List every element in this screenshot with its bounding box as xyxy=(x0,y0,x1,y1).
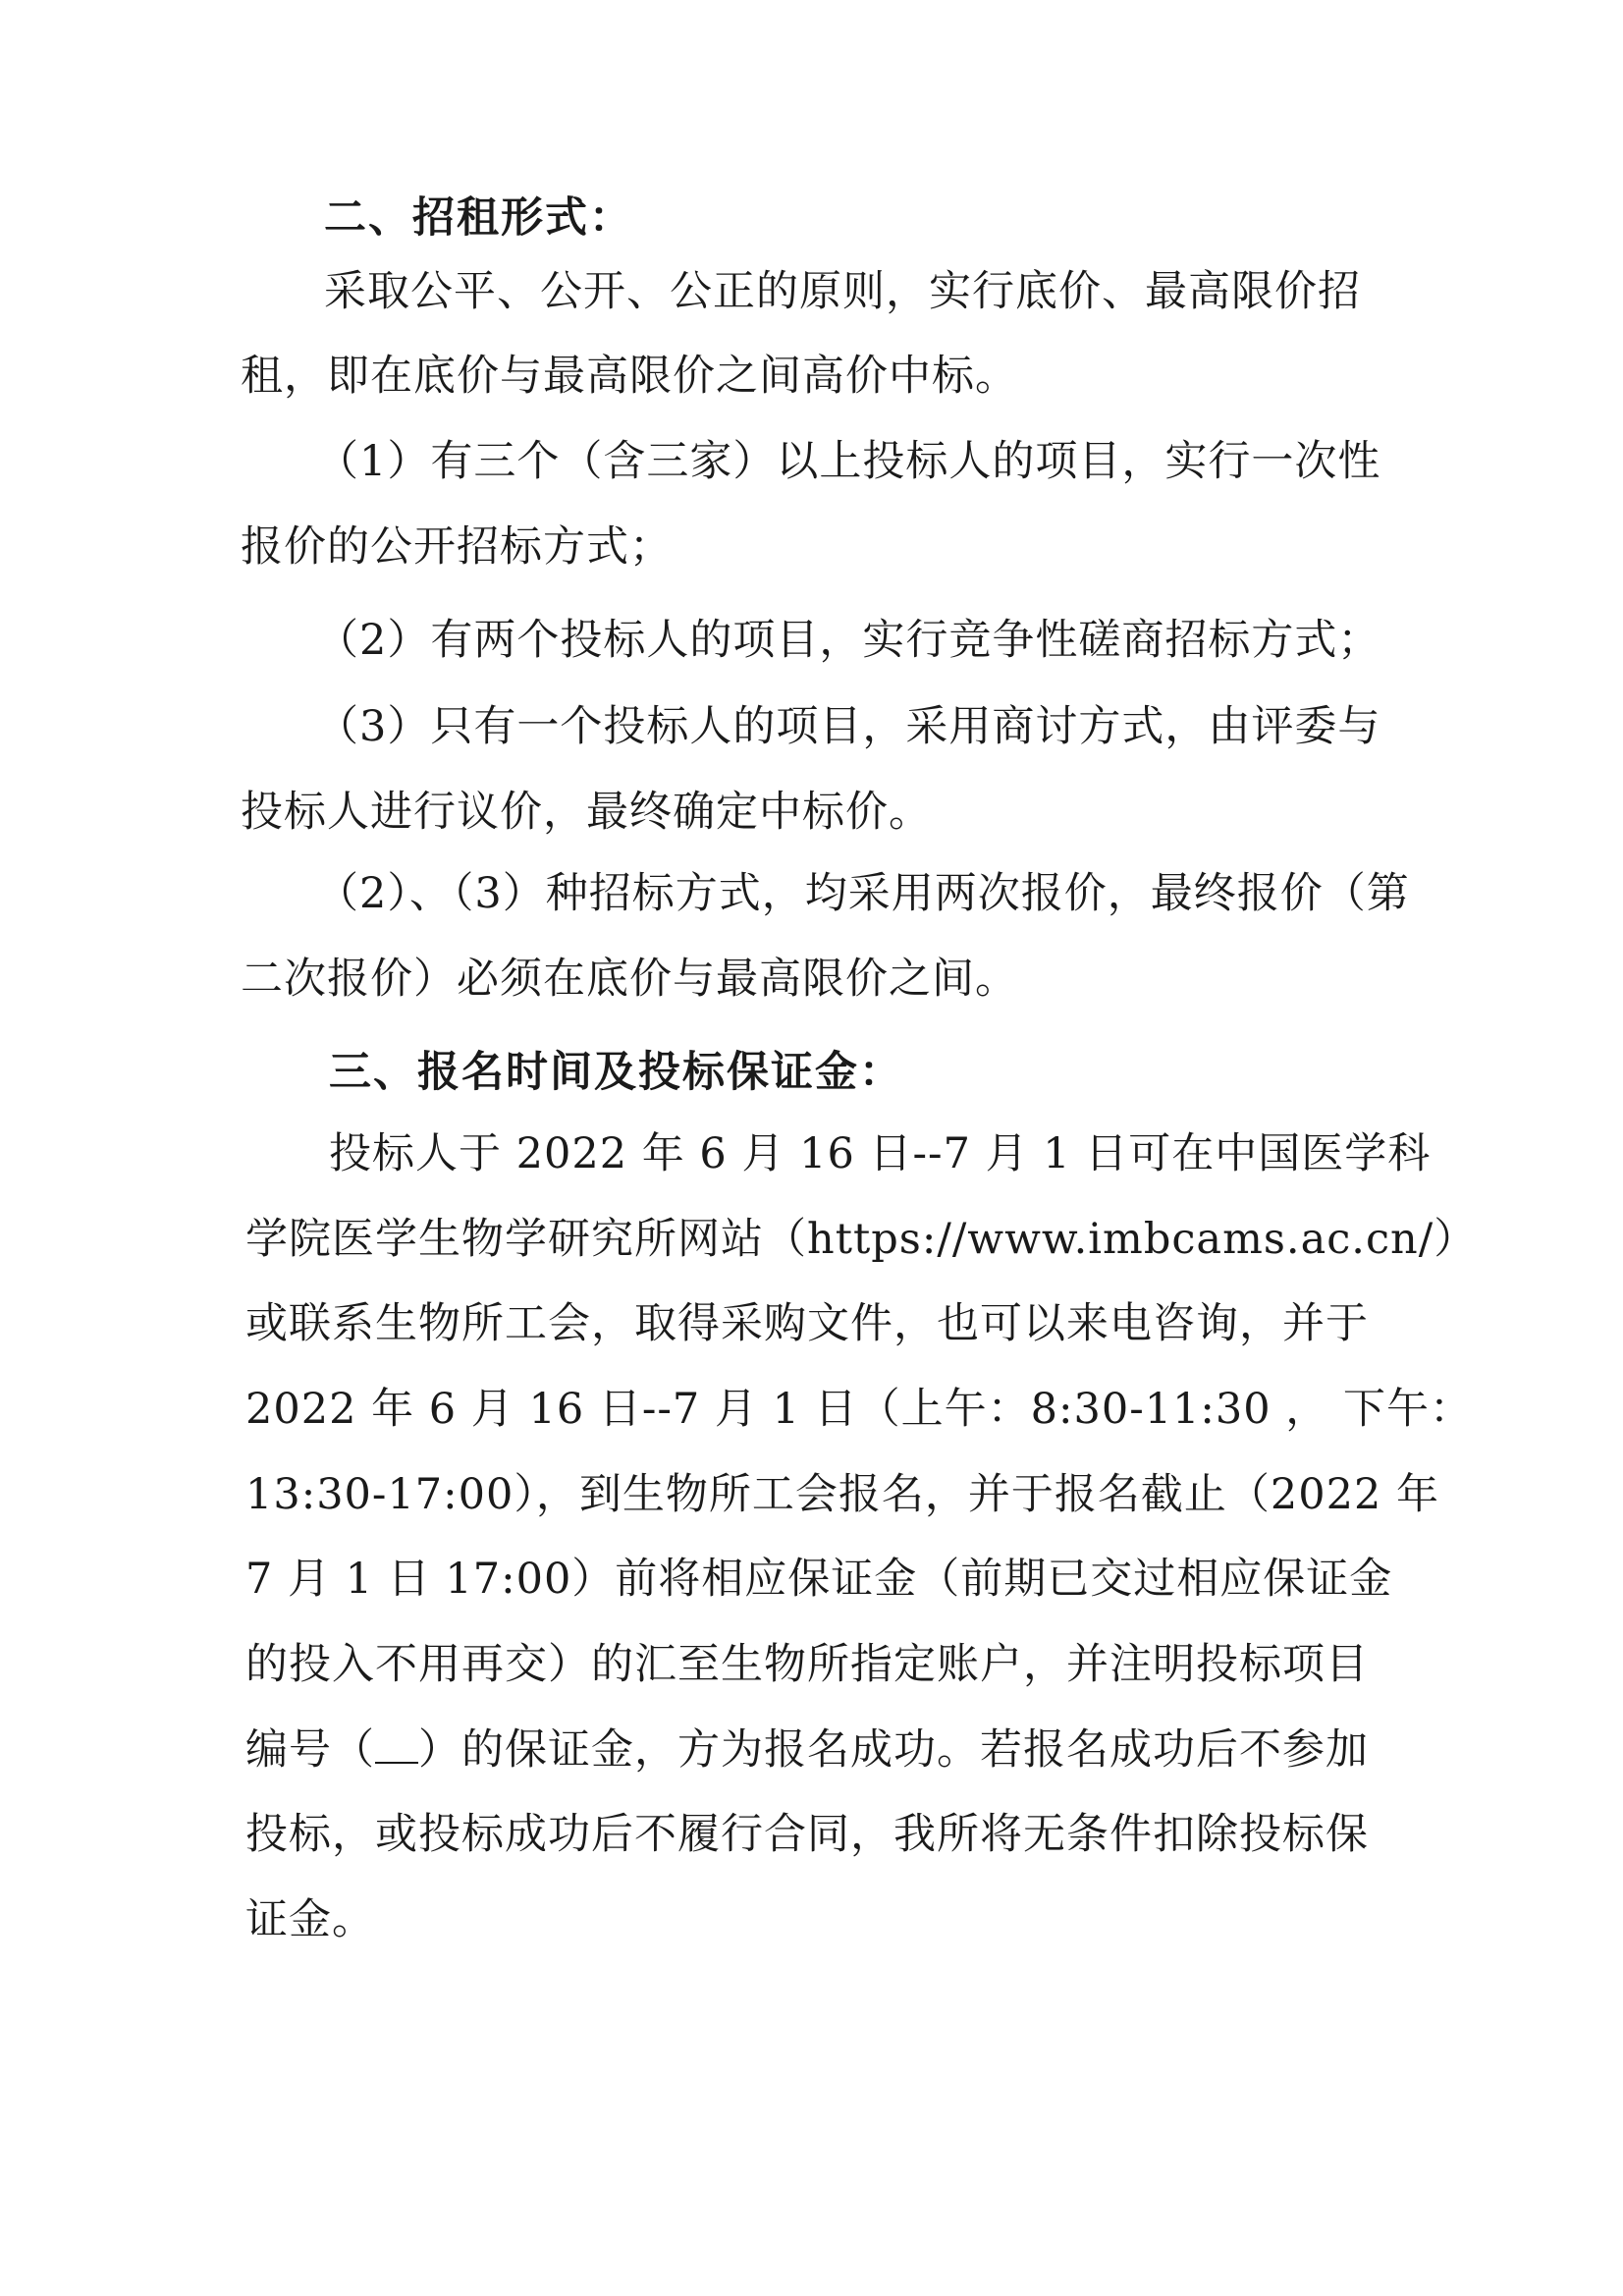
project-number-label: 编号（ xyxy=(245,1725,375,1775)
section-3-paragraph-line-9: 投标，或投标成功后不履行合同，我所将无条件扣除投标保 xyxy=(245,1810,1369,1859)
section-2-intro-line-2: 租，即在底价与最高限价之间高价中标。 xyxy=(241,352,1018,401)
section-3-heading: 三、报名时间及投标保证金： xyxy=(329,1048,903,1097)
section-2-intro-line-1: 采取公平、公开、公正的原则，实行底价、最高限价招 xyxy=(324,267,1361,316)
section-3-paragraph-line-2: 学院医学生物学研究所网站（https://www.imbcams.ac.cn/） xyxy=(245,1215,1478,1264)
section-3-paragraph-line-4: 2022 年 6 月 16 日--7 月 1 日（上午：8:30-11:30 ， 下午： xyxy=(245,1385,1473,1434)
section-2-item-3-line-1: （3）只有一个投标人的项目，采用商讨方式，由评委与 xyxy=(316,702,1381,751)
section-3-paragraph-line-6: 7 月 1 日 17:00）前将相应保证金（前期已交过相应保证金 xyxy=(245,1555,1393,1604)
section-3-paragraph-line-3: 或联系生物所工会，取得采购文件，也可以来电咨询，并于 xyxy=(245,1299,1369,1348)
section-2-item-1-line-2: 报价的公开招标方式； xyxy=(241,522,673,572)
section-3-paragraph-line-8-rest: ）的保证金，方为报名成功。若报名成功后不参加 xyxy=(418,1725,1369,1775)
section-2-note-line-2: 二次报价）必须在底价与最高限价之间。 xyxy=(241,955,1018,1004)
section-2-note-line-1: （2）、（3）种招标方式，均采用两次报价，最终报价（第 xyxy=(316,869,1410,918)
project-number-blank xyxy=(375,1724,418,1764)
section-3-paragraph-line-8 xyxy=(245,1721,1369,1779)
section-3-paragraph-line-1: 投标人于 2022 年 6 月 16 日--7 月 1 日可在中国医学科 xyxy=(329,1129,1432,1178)
section-2-item-1-line-1: （1）有三个（含三家）以上投标人的项目，实行一次性 xyxy=(316,437,1381,486)
section-3-paragraph-line-10: 证金。 xyxy=(245,1895,375,1944)
section-3-paragraph-line-7: 的投入不用再交）的汇至生物所指定账户，并注明投标项目 xyxy=(245,1640,1369,1689)
section-2-item-2-line-1: （2）有两个投标人的项目，实行竞争性磋商招标方式； xyxy=(316,616,1381,665)
section-2-item-3-line-2: 投标人进行议价，最终确定中标价。 xyxy=(241,788,932,837)
section-2-heading: 二、招租形式： xyxy=(324,193,633,243)
section-3-paragraph-line-5: 13:30-17:00），到生物所工会报名，并于报名截止（2022 年 xyxy=(245,1470,1439,1519)
